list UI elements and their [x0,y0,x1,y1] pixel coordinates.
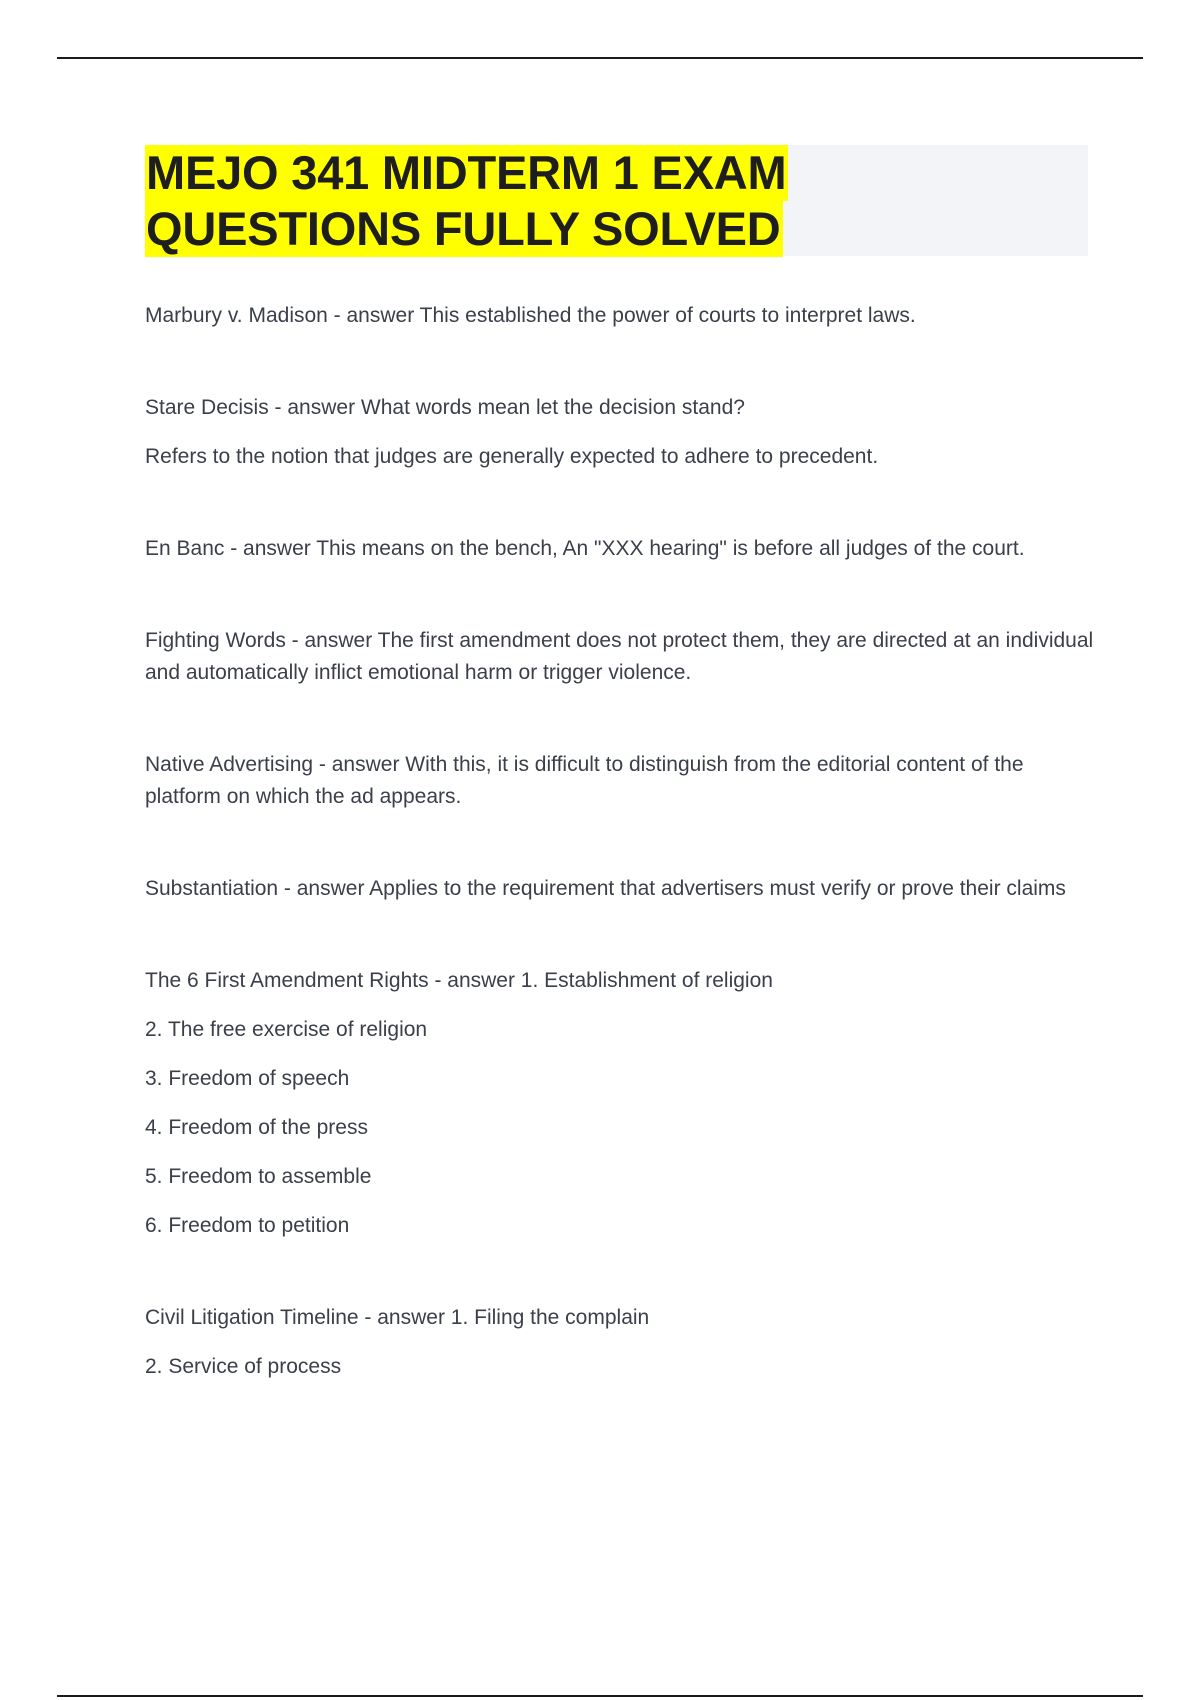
entry-line: 3. Freedom of speech [145,1067,350,1090]
entry-fighting-words [145,625,1095,689]
entry-line: Marbury v. Madison - answer This established the power of courts to interpret laws. [145,304,916,327]
entry-line: Fighting Words - answer The first amendment does not protect them, they are directed at an individual and automatically inflict emotional harm or trigger violence. [145,629,1094,684]
entry-en-banc [145,533,1095,565]
entry-stare-decisis [145,392,1095,473]
title-line-1: MEJO 341 MIDTERM 1 EXAM [146,146,787,199]
entry-line: Native Advertising - answer With this, it is difficult to distinguish from the editorial content of the platform on which the ad appears. [145,753,1024,808]
entry-line: 4. Freedom of the press [145,1116,368,1139]
entry-line: Substantiation - answer Applies to the requirement that advertisers must verify or prove their claims [145,877,1066,900]
entry-civil-litigation [145,1302,1095,1383]
top-rule [57,57,1143,59]
document-title [145,145,1088,257]
bottom-rule [57,1695,1143,1697]
document-body [145,300,1095,1383]
entry-marbury [145,300,1095,332]
entry-native-advertising [145,749,1095,813]
title-block [145,145,1088,256]
entry-substantiation [145,873,1095,905]
entry-line: 5. Freedom to assemble [145,1165,372,1188]
title-line-2: QUESTIONS FULLY SOLVED [146,202,781,255]
entry-line: Stare Decisis - answer What words mean let the decision stand? [145,396,745,419]
entry-line: 2. The free exercise of religion [145,1018,428,1041]
entry-line: En Banc - answer This means on the bench, An "XXX hearing" is before all judges of the court. [145,537,1025,560]
entry-first-amendment-rights [145,965,1095,1242]
entry-line: Civil Litigation Timeline - answer 1. Filing the complain [145,1306,650,1329]
entry-line: 2. Service of process [145,1355,342,1378]
entry-line: 6. Freedom to petition [145,1214,350,1237]
entry-line: Refers to the notion that judges are generally expected to adhere to precedent. [145,445,879,468]
entry-line: The 6 First Amendment Rights - answer 1. Establishment of religion [145,969,773,992]
